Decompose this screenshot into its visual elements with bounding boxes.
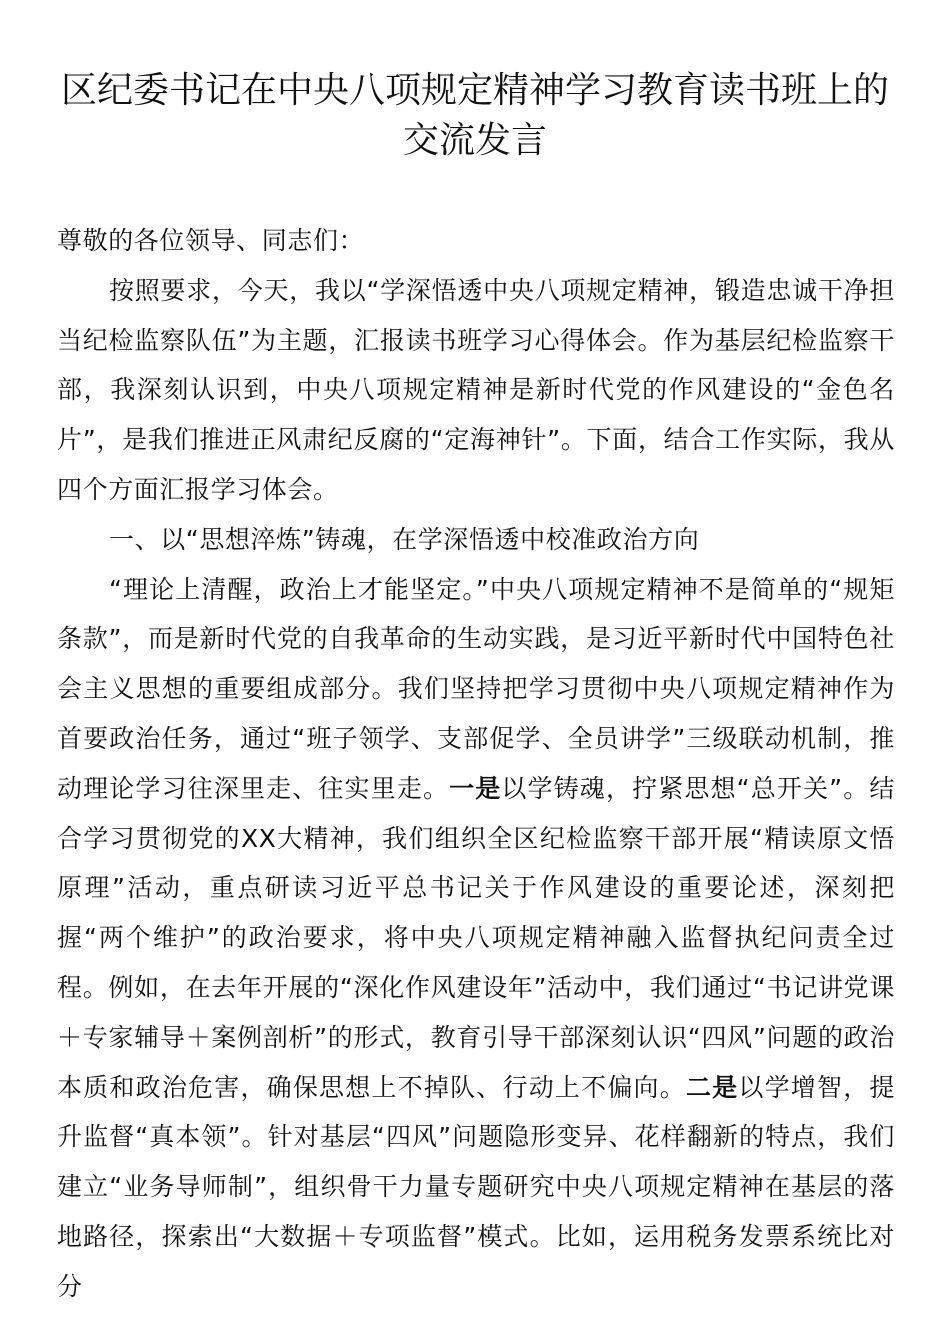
title-line-1: 区纪委书记在中央八项规定精神学习教育读书班上的 [60,70,889,111]
section-1-heading: 一、以“思想淬炼”铸魂，在学深悟透中校准政治方向 [109,524,700,554]
paragraph-text: 以学铸魂，拧紧思想“总开关”。结合学习贯彻党的XX大精神，我们组织全区纪检监察干部开展“精读原文悟原理”活动，重点研读习近平总书记关于作风建设的重要论述，深刻把握“两个维护”的政治要求，将中央八项规定精神融入监督执纪问责全过程。例如，在去年开展的“深化作风建设年”活动中，我们通过“书记讲党课＋专家辅导＋案例剖析”的形式，教育引导干部深刻认识“四风”问题的政治本质和政治危害，确保思想上不掉队、行动上不偏向。 [57,773,895,1102]
section-1-paragraph [57,565,895,1312]
salutation: 尊敬的各位领导、同志们： [57,226,365,255]
point-marker-1: 一是 [449,773,502,803]
document-title [40,66,910,166]
point-marker-2: 二是 [685,1072,739,1102]
paragraph-text: “理论上清醒，政治上才能坚定。”中央八项规定精神不是简单的“规矩条款”，而是新时代党的自我革命的生动实践，是习近平新时代中国特色社会主义思想的重要组成部分。我们坚持把学习贯彻中央八项规定精神作为首要政治任务，通过“班子领学、支部促学、全员讲学”三级联动机制，推动理论学习往深里走、往实里走。 [57,574,895,803]
title-line-2: 交流发言 [402,120,547,161]
intro-paragraph: 按照要求，今天，我以“学深悟透中央八项规定精神，锻造忠诚干净担当纪检监察队伍”为主题，汇报读书班学习心得体会。作为基层纪检监察干部，我深刻认识到，中央八项规定精神是新时代党的作风建设的“金色名片”，是我们推进正风肃纪反腐的“定海神针”。下面，结合工作实际，我从四个方面汇报学习体会。 [57,275,895,504]
paragraph-text: 以学增智，提升监督“真本领”。针对基层“四风”问题隐形变异、花样翻新的特点，我们建立“业务导师制”，组织骨干力量专题研究中央八项规定精神在基层的落地路径，探索出“大数据＋专项监督”模式。比如，运用税务发票系统比对分 [57,1072,896,1301]
document-body [57,216,895,1312]
